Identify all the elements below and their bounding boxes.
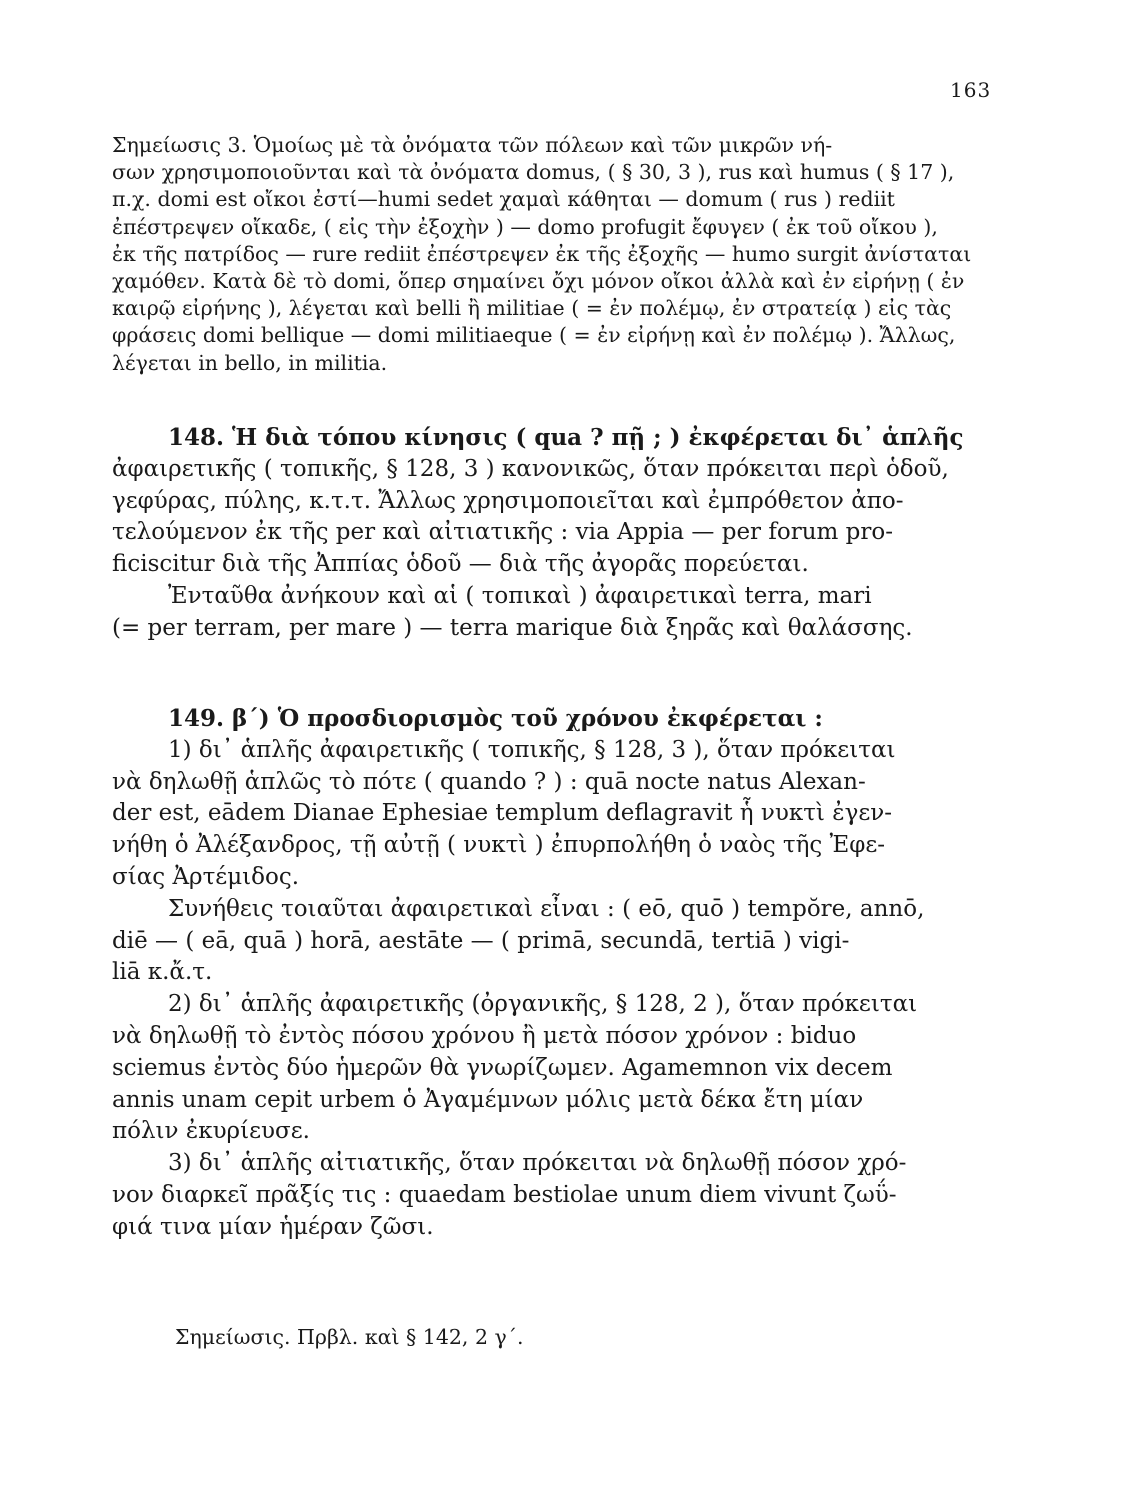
note-line: λέγεται in bello, in militia. xyxy=(112,350,388,375)
section-149-line: πόλιν ἐκυρίευσε. xyxy=(112,1118,310,1145)
section-148-heading-line: 148. Ἡ διὰ τόπου κίνησις ( qua ? πῇ ; ) ἐκφέρεται δι᾽ ἁπλῆς xyxy=(168,424,964,451)
section-149-line: 3) δι᾽ ἁπλῆς αἰτιατικῆς, ὅταν πρόκειται νὰ δηλωθῇ πόσον χρό- xyxy=(168,1150,907,1177)
section-149-line: 1) δι᾽ ἁπλῆς ἀφαιρετικῆς ( τοπικῆς, § 128, 3 ), ὅταν πρόκειται xyxy=(168,736,896,763)
section-148 xyxy=(112,422,992,645)
note-line: ἐκ τῆς πατρίδος — rure rediit ἐπέστρεψεν ἐκ τῆς ἐξοχῆς — humo surgit ἀνίσταται xyxy=(112,241,972,266)
note-line: ἐπέστρεψεν οἴκαδε, ( εἰς τὴν ἐξοχὴν ) — domo profugit ἔφυγεν ( ἐκ τοῦ οἴκου ), xyxy=(112,214,938,239)
section-148-line: γεφύρας, πύλης, κ.τ.τ. Ἄλλως χρησιμοποιεῖται καὶ ἐμπρόθετον ἀπο- xyxy=(112,487,904,514)
section-149-line: νὰ δηλωθῇ ἁπλῶς τὸ πότε ( quando ? ) : quā nocte natus Alexan- xyxy=(112,768,866,795)
section-149 xyxy=(112,703,992,1244)
section-149-line: φιά τινα μίαν ἡμέραν ζῶσι. xyxy=(112,1213,434,1240)
note-line: Σημείωσις 3. Ὁμοίως μὲ τὰ ὀνόματα τῶν πόλεων καὶ τῶν μικρῶν νή- xyxy=(112,133,833,157)
final-note: Σημείωσις. Πρβλ. καὶ § 142, 2 γ΄. xyxy=(175,1325,524,1349)
section-149-line: 2) δι᾽ ἁπλῆς ἀφαιρετικῆς (ὀργανικῆς, § 128, 2 ), ὅταν πρόκειται xyxy=(168,991,918,1018)
note-line: π.χ. domi est οἴκοι ἐστί—humi sedet χαμαὶ κάθηται — domum ( rus ) rediit xyxy=(112,187,895,212)
section-148-line: ἀφαιρετικῆς ( τοπικῆς, § 128, 3 ) κανονικῶς, ὅταν πρόκειται περὶ ὁδοῦ, xyxy=(112,455,949,482)
note-line: σων χρησιμοποιοῦνται καὶ τὰ ὀνόματα domus, ( § 30, 3 ), rus καὶ humus ( § 17 ), xyxy=(112,160,955,185)
section-149-line: νήθη ὁ Ἀλέξανδρος, τῇ αὐτῇ ( νυκτὶ ) ἐπυρπολήθη ὁ ναὸς τῆς Ἐφε- xyxy=(112,832,886,859)
section-149-line: annis unam cepit urbem ὁ Ἀγαμέμνων μόλις μετὰ δέκα ἔτη μίαν xyxy=(112,1086,864,1113)
section-149-line: diē — ( eā, quā ) horā, aestāte — ( primā, secundā, tertiā ) vigi- xyxy=(112,927,850,954)
section-148-line: Ἐνταῦθα ἀνήκουν καὶ αἱ ( τοπικαὶ ) ἀφαιρετικαὶ terra, mari xyxy=(168,582,872,609)
section-148-line: τελούμενον ἐκ τῆς per καὶ αἰτιατικῆς : via Appia — per forum pro- xyxy=(112,519,893,546)
note-line: χαμόθεν. Κατὰ δὲ τὸ domi, ὅπερ σημαίνει ὄχι μόνον οἴκοι ἀλλὰ καὶ ἐν εἰρήνῃ ( ἐν xyxy=(112,269,965,294)
section-149-line: liā κ.ἄ.τ. xyxy=(112,959,213,986)
section-149-line: Συνήθεις τοιαῦται ἀφαιρετικαὶ εἶναι : ( eō, quō ) tempŏre, annō, xyxy=(168,895,925,922)
section-149-line: sciemus ἐντὸς δύο ἡμερῶν θὰ γνωρίζωμεν. Agamemnon vix decem xyxy=(112,1054,893,1081)
section-149-line: σίας Ἀρτέμιδος. xyxy=(112,863,300,890)
section-149-line: νὰ δηλωθῇ τὸ ἐντὸς πόσου χρόνου ἢ μετὰ πόσον χρόνον : biduo xyxy=(112,1022,857,1049)
section-148-line: ficiscitur διὰ τῆς Ἀππίας ὁδοῦ — διὰ τῆς ἀγορᾶς πορεύεται. xyxy=(112,551,809,578)
section-149-line: der est, eādem Dianae Ephesiae templum deflagravit ἧ νυκτὶ ἐγεν- xyxy=(112,800,893,827)
note-line: φράσεις domi bellique — domi militiaeque ( = ἐν εἰρήνῃ καὶ ἐν πολέμῳ ). Ἄλλως, xyxy=(112,323,956,348)
section-149-line: νον διαρκεῖ πρᾶξίς τις : quaedam bestiolae unum diem vivunt ζωΰ- xyxy=(112,1181,897,1208)
section-148-line: (= per terram, per mare ) — terra marique διὰ ξηρᾶς καὶ θαλάσσης. xyxy=(112,614,913,641)
note-3-paragraph xyxy=(112,132,992,377)
page-number: 163 xyxy=(950,78,992,102)
note-line: καιρῷ εἰρήνης ), λέγεται καὶ belli ἢ militiae ( = ἐν πολέμῳ, ἐν στρατείᾳ ) εἰς τὰς xyxy=(112,296,952,321)
section-149-heading-line: 149. β΄) Ὁ προσδιορισμὸς τοῦ χρόνου ἐκφέρεται : xyxy=(168,705,823,732)
